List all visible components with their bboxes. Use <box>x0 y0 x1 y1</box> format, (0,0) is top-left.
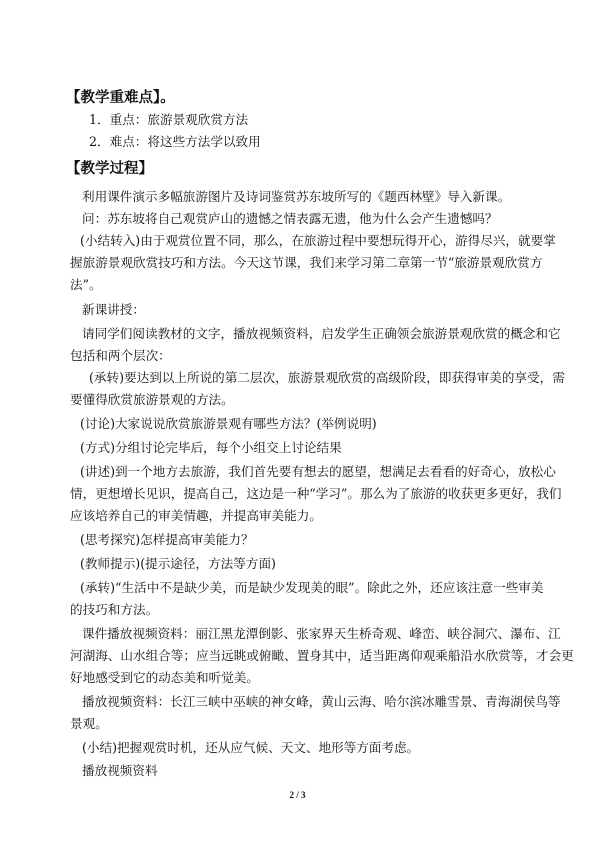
paragraph-line: 法”。 <box>70 277 102 292</box>
paragraph-line: 要懂得欣赏旅游景观的方法。 <box>70 392 234 407</box>
paragraph-line: 情，更想增长见识，提高自己，这边是一种“学习”。那么为了旅游的收获更多更好，我们 <box>70 486 562 501</box>
paragraph-line: 播放视频资料 <box>82 763 158 778</box>
paragraph-line: 课件播放视频资料：丽江黑龙潭倒影、张家界天生桥奇观、峰峦、峡谷洞穴、瀑布、江 <box>82 626 561 641</box>
paragraph-line: 新课讲授： <box>82 302 145 317</box>
paragraph-line: 利用课件演示多幅旅游图片及诗词鉴赏苏东坡所写的《题西林壁》导入新课。 <box>82 189 511 204</box>
paragraph-line: (讲述)到一个地方去旅游，我们首先要有想去的愿望，想满足去看看的好奇心，放松心 <box>80 464 556 479</box>
heading-teaching-process: 【教学过程】 <box>66 161 153 177</box>
paragraph-line: 景观。 <box>70 716 108 731</box>
paragraph-line: 应该培养自己的审美情趣，并提高审美能力。 <box>70 508 322 523</box>
paragraph-line: (承转)“生活中不是缺少美，而是缺少发现美的眼”。除此之外，还应该注意一些审美 <box>80 580 544 595</box>
focus-item-difficulty: 2．难点：将这些方法学以致用 <box>89 134 261 149</box>
paragraph-line: (小结转入)由于观赏位置不同，那么，在旅游过程中要想玩得开心，游得尽兴，就要掌 <box>80 233 556 248</box>
paragraph-line: (承转)要达到以上所说的第二层次，旅游景观欣赏的高级阶段，即获得审美的享受，需 <box>89 370 565 385</box>
focus-item-key-point: 1．重点：旅游景观欣赏方法 <box>89 112 249 127</box>
paragraph-line: (讨论)大家说说欣赏旅游景观有哪些方法？(举例说明) <box>80 416 377 431</box>
paragraph-line: 的技巧和方法。 <box>70 602 159 617</box>
paragraph-line: 请同学们阅读教材的文字，播放视频资料，启发学生正确领会旅游景观欣赏的概念和它 <box>82 326 561 341</box>
paragraph-line: 河湖海、山水组合等；应当远眺或俯瞰、置身其中，适当距离仰观乘船沿水欣赏等，才会更 <box>70 648 574 663</box>
paragraph-line: (教师提示)(提示途径，方法等方面) <box>80 556 276 571</box>
paragraph-line: 播放视频资料：长江三峡中巫峡的神女峰，黄山云海、哈尔滨冰雕雪景、青海湖侯鸟等 <box>82 694 561 709</box>
paragraph-line: 问：苏东坡将自己观赏庐山的遗憾之情表露无遗，他为什么会产生遗憾吗？ <box>82 211 498 226</box>
paragraph-line: 握旅游景观欣赏技巧和方法。今天这节课，我们来学习第二章第一节“旅游景观欣赏方 <box>70 255 543 270</box>
paragraph-line: (方式)分组讨论完毕后，每个小组交上讨论结果 <box>80 440 342 455</box>
paragraph-line: (小结)把握观赏时机，还从应气候、天文、地形等方面考虑。 <box>82 740 420 755</box>
paragraph-line: 包括和两个层次： <box>70 348 171 363</box>
heading-teaching-focus: 【教学重难点】。 <box>66 90 175 106</box>
paragraph-line: (思考探究)怎样提高审美能力？ <box>80 532 254 547</box>
paragraph-line: 好地感受到它的动态美和听觉美。 <box>70 670 259 685</box>
page-number: 2 / 3 <box>289 790 306 800</box>
